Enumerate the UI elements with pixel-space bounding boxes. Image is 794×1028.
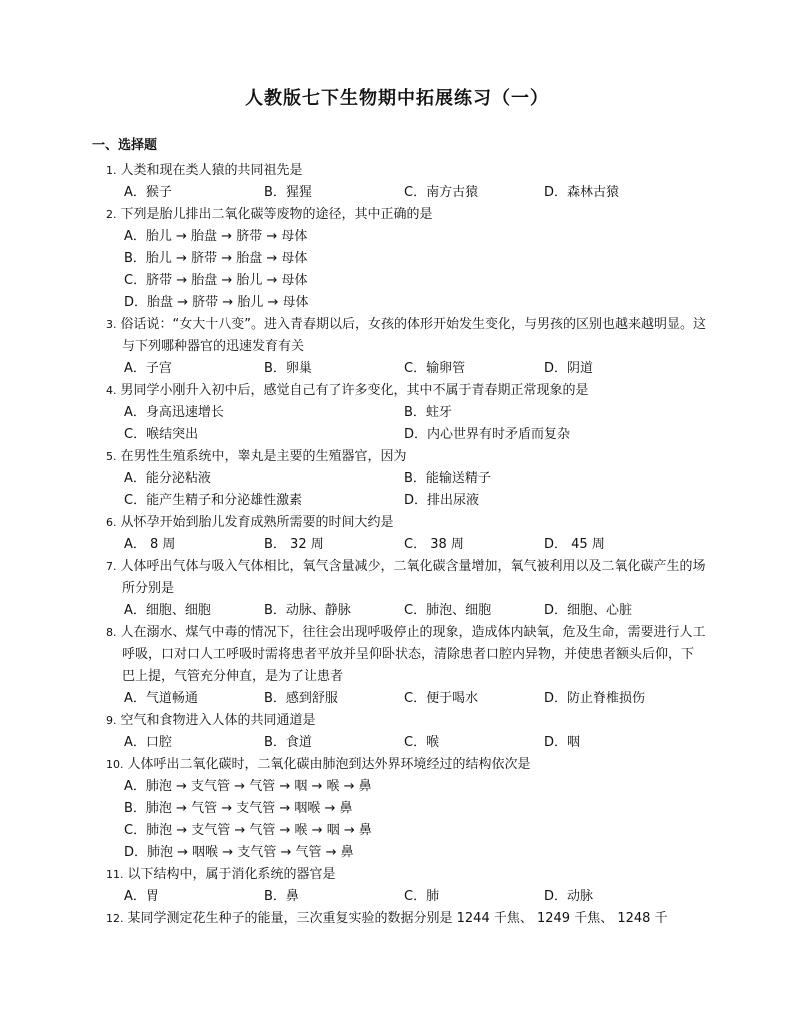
question-stem: 以下结构中，属于消化系统的器官是 [127, 867, 336, 882]
option: C．南方古猿 [404, 185, 479, 200]
question-stem: 在男性生殖系统中，睾丸是主要的生殖器官，因为 [120, 449, 407, 464]
question-number: 3. [106, 318, 117, 331]
question-number: 2. [106, 208, 117, 221]
question [106, 314, 706, 380]
question-number: 7. [106, 560, 117, 573]
question-number: 12. [106, 912, 124, 925]
option: C．脐带 → 胎盘 → 胎儿 → 母体 [124, 273, 308, 288]
option: A．胃 [124, 889, 159, 904]
question-stem: 某同学测定花生种子的能量，三次重复实验的数据分别是 1244 千焦、 1249 千焦、 1248 千 [127, 911, 668, 926]
option: C．能产生精子和分泌雄性激素 [124, 493, 303, 508]
question-number: 8. [106, 626, 117, 639]
question-stem: 人类和现在类人猿的共同祖先是 [120, 163, 303, 178]
option: A．口腔 [124, 735, 172, 750]
option: B．能输送精子 [404, 471, 491, 486]
page-title: 人教版七下生物期中拓展练习（一） [245, 88, 549, 109]
option: D．森林古猿 [544, 185, 620, 200]
option: A．能分泌粘液 [124, 471, 211, 486]
question [106, 556, 706, 622]
question-number: 6. [106, 516, 117, 529]
question-number: 4. [106, 384, 117, 397]
option: C．肺泡、细胞 [404, 603, 492, 618]
question-stem: 从怀孕开始到胎儿发育成熟所需要的时间大约是 [120, 515, 394, 530]
option: C． 38 周 [404, 537, 464, 552]
question-list [106, 160, 706, 930]
option: B．动脉、静脉 [264, 603, 351, 618]
option: B．肺泡 → 气管 → 支气管 → 咽喉 → 鼻 [124, 801, 353, 816]
option: D．咽 [544, 735, 581, 750]
question-stem: 人体呼出气体与吸入气体相比，氧气含量减少，二氧化碳含量增加，氧气被利用以及二氧化碳产生的场所分别是 [120, 559, 706, 596]
question [106, 622, 706, 710]
option: C．便于喝水 [404, 691, 479, 706]
question-number: 1. [106, 164, 117, 177]
option: B．鼻 [264, 889, 299, 904]
option: D．内心世界有时矛盾而复杂 [404, 427, 571, 442]
option: A．肺泡 → 支气管 → 气管 → 咽 → 喉 → 鼻 [124, 779, 372, 794]
option: A．猴子 [124, 185, 172, 200]
option: A．胎儿 → 胎盘 → 脐带 → 母体 [124, 229, 308, 244]
option: A． 8 周 [124, 537, 176, 552]
question [106, 710, 706, 754]
option: B．胎儿 → 脐带 → 胎盘 → 母体 [124, 251, 308, 266]
section-heading: 一、选择题 [92, 138, 158, 153]
option: D．阴道 [544, 361, 594, 376]
option: C．喉结突出 [124, 427, 199, 442]
option: B．感到舒服 [264, 691, 338, 706]
question [106, 512, 706, 556]
option: B．蛀牙 [404, 405, 452, 420]
question-number: 11. [106, 868, 124, 881]
question-stem: 人在溺水、煤气中毒的情况下，往往会出现呼吸停止的现象，造成体内缺氧，危及生命，需要进行人工呼吸，口对口人工呼吸时需将患者平放并呈仰卧状态，清除患者口腔内异物，并使患者额头后仰，下巴上提，气管充分伸直，是为了让患者 [120, 625, 706, 684]
option: C．输卵管 [404, 361, 466, 376]
option: C．肺泡 → 支气管 → 气管 → 喉 → 咽 → 鼻 [124, 823, 372, 838]
question [106, 204, 706, 314]
option: D．动脉 [544, 889, 594, 904]
question-stem: 俗话说：“女大十八变”。进入青春期以后，女孩的体形开始发生变化，与男孩的区别也越来越明显。这与下列哪种器官的迅速发育有关 [120, 317, 706, 354]
question [106, 908, 706, 930]
option: A．子宫 [124, 361, 172, 376]
option: D．胎盘 → 脐带 → 胎儿 → 母体 [124, 295, 309, 310]
option: A．身高迅速增长 [124, 405, 224, 420]
option: C．肺 [404, 889, 440, 904]
option: D． 45 周 [544, 537, 605, 552]
option: A．细胞、细胞 [124, 603, 211, 618]
option: B．食道 [264, 735, 312, 750]
question [106, 160, 706, 204]
option: D．排出尿液 [404, 493, 480, 508]
option: D．防止脊椎损伤 [544, 691, 646, 706]
question [106, 380, 706, 446]
question [106, 754, 706, 864]
question [106, 446, 706, 512]
option: B．卵巢 [264, 361, 312, 376]
question-number: 10. [106, 758, 124, 771]
question-number: 9. [106, 714, 117, 727]
question-stem: 空气和食物进入人体的共同通道是 [120, 713, 316, 728]
option: A．气道畅通 [124, 691, 198, 706]
option: B．猩猩 [264, 185, 312, 200]
option: B． 32 周 [264, 537, 324, 552]
option: C．喉 [404, 735, 440, 750]
question-stem: 下列是胎儿排出二氧化碳等废物的途径，其中正确的是 [120, 207, 433, 222]
question-stem: 人体呼出二氧化碳时，二氧化碳由肺泡到达外界环境经过的结构依次是 [127, 757, 531, 772]
question-stem: 男同学小刚升入初中后，感觉自己有了许多变化，其中不属于青春期正常现象的是 [120, 383, 589, 398]
question [106, 864, 706, 908]
question-number: 5. [106, 450, 117, 463]
option: D．肺泡 → 咽喉 → 支气管 → 气管 → 鼻 [124, 845, 354, 860]
option: D．细胞、心脏 [544, 603, 633, 618]
